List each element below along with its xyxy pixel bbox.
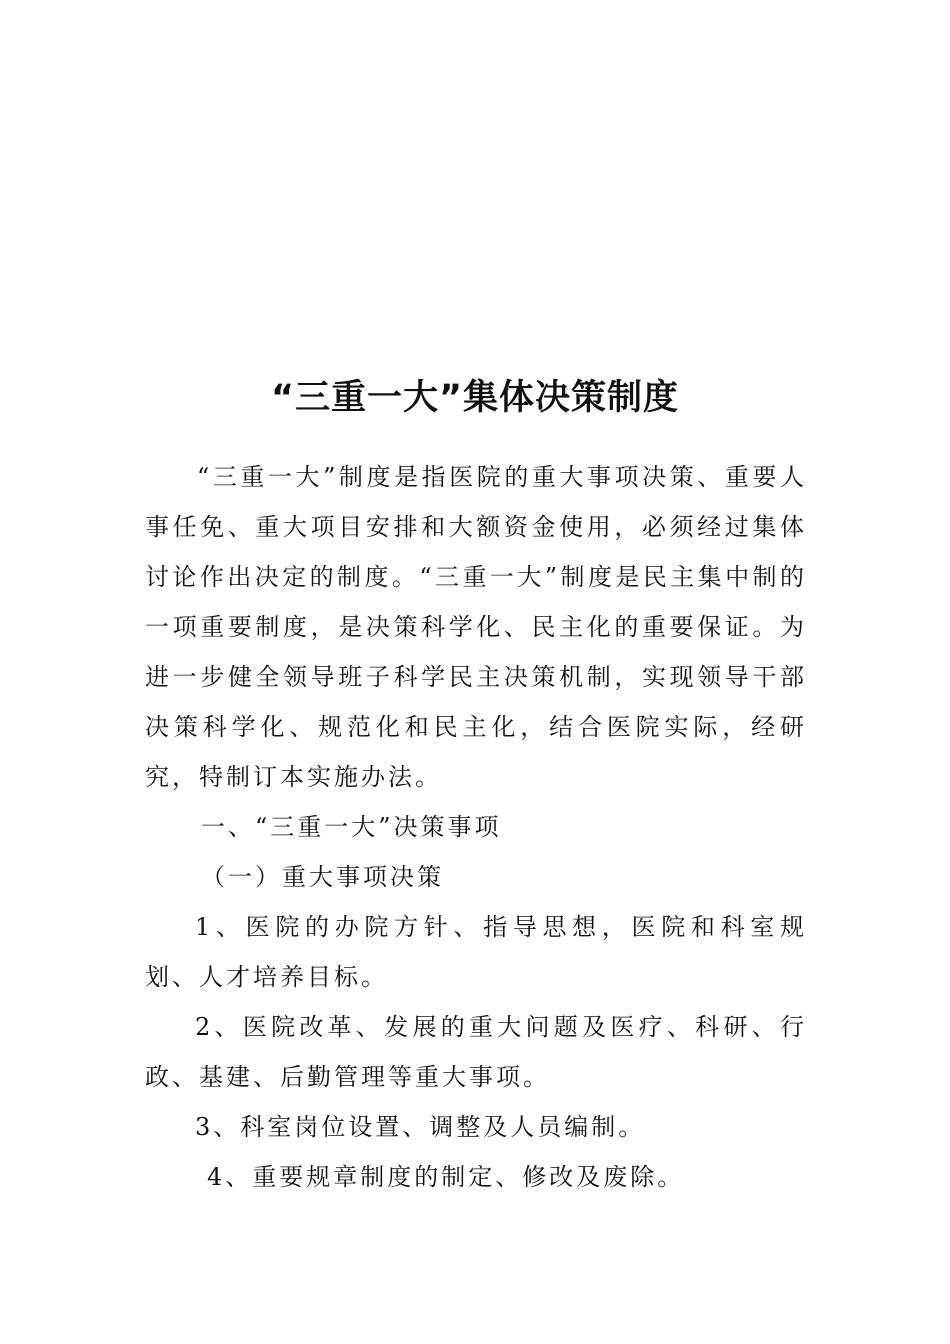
document-title: “三重一大”集体决策制度 (270, 378, 679, 418)
section-heading-1: 一、“三重一大”决策事项 (201, 813, 502, 841)
list-item-1: 1、医院的办院方针、指导思想，医院和科室规划、人才培养目标。 (145, 913, 807, 991)
subsection-heading-1: （一）重大事项决策 (201, 863, 444, 891)
list-item-4: 4、重要规章制度的制定、修改及废除。 (207, 1163, 685, 1191)
intro-paragraph: “三重一大”制度是指医院的重大事项决策、重要人事任免、重大项目安排和大额资金使用，必须经过集体讨论作出决定的制度。“三重一大”制度是民主集中制的一项重要制度，是决策科学化、民主化的重要保证。为进一步健全领导班子科学民主决策机制，实现领导干部决策科学化、规范化和民主化，结合医院实际，经研究，特制订本实施办法。 (145, 463, 807, 791)
document-body (145, 452, 807, 1202)
list-item-3: 3、科室岗位设置、调整及人员编制。 (195, 1113, 646, 1141)
list-item-2: 2、医院改革、发展的重大问题及医疗、科研、行政、基建、后勤管理等重大事项。 (145, 1013, 807, 1091)
